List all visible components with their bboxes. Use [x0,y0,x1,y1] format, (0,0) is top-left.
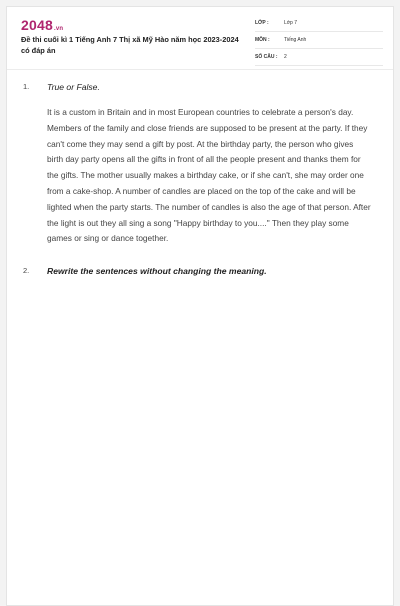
meta-value-subject: Tiếng Anh [284,37,307,43]
question-title: Rewrite the sentences without changing the meaning. [47,266,267,277]
meta-label-subject: MÔN : [255,37,270,43]
document-sheet [6,6,394,606]
document-title: Đề thi cuối kì 1 Tiếng Anh 7 Thị xã Mỹ Hào năm học 2023-2024 có đáp án [21,35,239,55]
document-content [21,81,371,277]
site-logo[interactable] [21,17,63,33]
meta-row-subject [255,35,383,49]
question-number: 2. [23,266,30,276]
document-meta [255,18,383,69]
meta-label-class: LỚP : [255,20,269,26]
question-1 [21,81,371,247]
question-title: True or False. [47,82,100,92]
meta-value-question-count: 2 [284,54,287,60]
question-number: 1. [23,82,30,91]
meta-row-question-count [255,52,383,66]
question-2 [21,265,371,277]
logo-text: 2048 [21,17,53,33]
logo-suffix: .vn [53,26,64,32]
meta-label-question-count: SỐ CÂU : [255,54,278,60]
reading-passage: It is a custom in Britain and in most European countries to celebrate a person's day. Members of the family and close friends are supposed to be present at the party. If they can't come they may send a gift by post. At the birthday party, the person who gives birth day party opens all the gifts in front of all the people present and thanks them for the gifts. The mother usually makes a birthday cake, or if she can't, she may order one from a cake-shop. A number of candles are placed on the top of the cake and will be lighted when the party starts. The number of candles is also the age of that person. After the light is out they all sing a song "Happy birthday to you...." Then they play some games or sing or dance together. [47,107,371,244]
document-header [7,7,393,70]
meta-value-class: Lớp 7 [284,20,298,26]
meta-row-class [255,18,383,32]
